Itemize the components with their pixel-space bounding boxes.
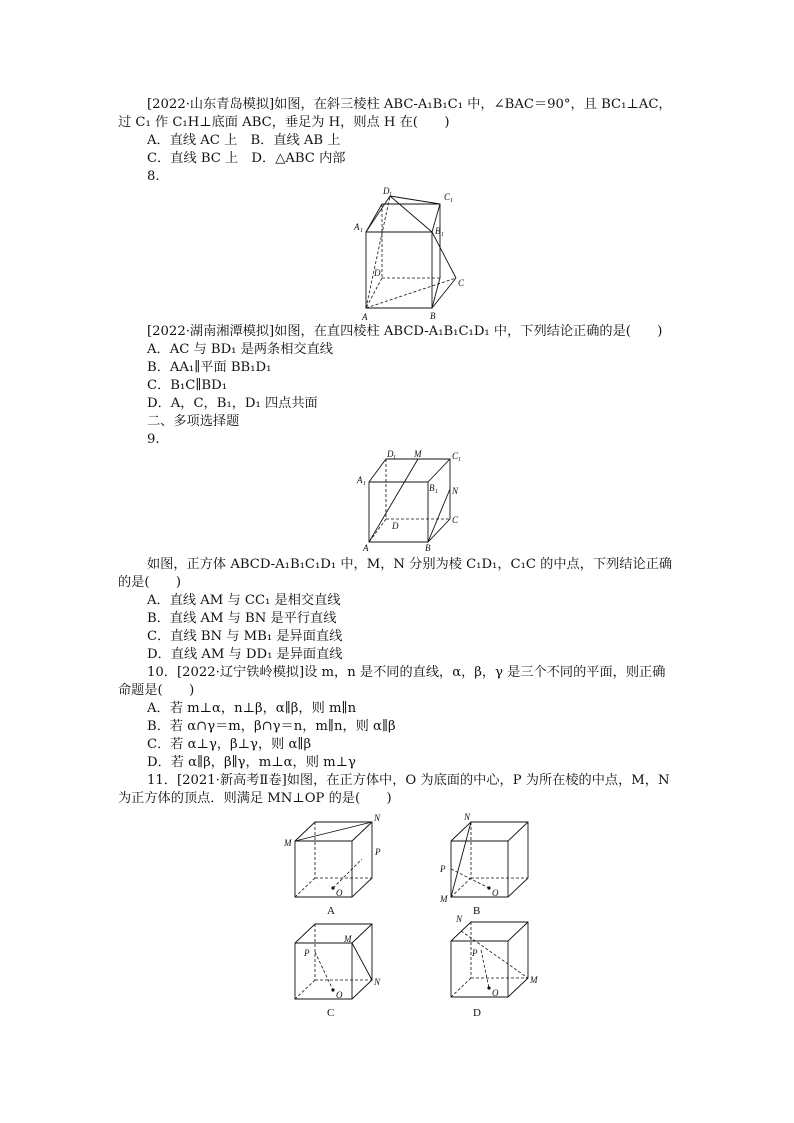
caption-c: C [327, 1007, 335, 1019]
q9-option-c: C．直线 BN 与 MB₁ 是异面直线 [147, 629, 343, 644]
label-D1: D [387, 449, 394, 459]
label-N: N [374, 977, 381, 987]
label-D: D [374, 268, 381, 278]
caption-b: B [473, 905, 481, 917]
label-A: A [363, 543, 369, 553]
q10-stem-line2: 命题是( ) [118, 683, 195, 698]
label-C1: C [452, 451, 459, 461]
label-O: O [336, 888, 343, 898]
label-M: M [344, 934, 352, 944]
q8-stem: [2022·湖南湘潭模拟]如图，在直四棱柱 ABCD-A₁B₁C₁D₁ 中，下列结论正确的是( ) [147, 324, 663, 339]
svg-text:1: 1 [435, 489, 438, 495]
label-P: P [440, 864, 446, 874]
q11-figure-c [282, 916, 392, 1020]
q11-stem-line2: 为正方体的顶点．则满足 MN⊥OP 的是( ) [118, 791, 392, 806]
svg-text:1: 1 [363, 481, 366, 487]
q10-option-d: D．若 α∥β，β∥γ，m⊥α，则 m⊥γ [147, 755, 356, 770]
label-A1: A [354, 222, 360, 232]
label-D1: D [383, 186, 390, 196]
label-P: P [472, 948, 478, 958]
svg-text:1: 1 [360, 228, 363, 234]
label-M: M [530, 975, 538, 985]
label-M: M [284, 838, 292, 848]
q7-stem-line1: [2022·山东青岛模拟]如图，在斜三棱柱 ABC-A₁B₁C₁ 中，∠BAC＝90°，且 BC₁⊥AC， [147, 97, 672, 112]
q8-solid-edges [366, 196, 456, 308]
label-P: P [304, 948, 310, 958]
caption-d: D [473, 1007, 481, 1019]
label-B1: B [429, 483, 435, 493]
q9-stem-line1: 如图，正方体 ABCD-A₁B₁C₁D₁ 中，M，N 分别为棱 C₁D₁，C₁C 的中点，下列结论正确 [147, 557, 673, 572]
label-O: O [336, 990, 343, 1000]
label-C1: C [444, 192, 451, 202]
section-multiple-choice: 二、多项选择题 [147, 414, 240, 429]
q11-figure-a [282, 812, 392, 920]
q7-options-ab: A．直线 AC 上 B．直线 AB 上 [147, 133, 341, 148]
q8-option-d: D．A，C，B₁，D₁ 四点共面 [147, 396, 318, 411]
q11-stem-line1: 11．[2021·新高考Ⅱ卷]如图，在正方体中，O 为底面的中心，P 为所在棱的中点，M，N [147, 773, 670, 788]
label-B: B [425, 543, 431, 553]
q11-figure-d [438, 912, 550, 1020]
label-P: P [375, 847, 381, 857]
label-A: A [362, 312, 368, 322]
label-O: O [492, 988, 499, 998]
svg-text:1: 1 [458, 457, 461, 463]
q9-solid-edges [369, 459, 450, 542]
label-C: C [458, 278, 465, 288]
label-D: D [392, 521, 399, 531]
label-B: B [430, 311, 436, 321]
q8-option-a: A．AC 与 BD₁ 是两条相交直线 [147, 342, 333, 357]
q10-stem-line1: 10．[2022·辽宁铁岭模拟]设 m，n 是不同的直线，α，β，γ 是三个不同的平面，则正确 [147, 665, 666, 680]
q9-cube-figure [355, 450, 470, 554]
label-N: N [456, 914, 463, 924]
label-C: C [452, 515, 459, 525]
svg-text:1: 1 [450, 198, 453, 204]
label-B1: B [435, 226, 441, 236]
caption-a: A [327, 905, 335, 917]
q7-stem-line2: 过 C₁ 作 C₁H⊥底面 ABC，垂足为 H，则点 H 在( ) [118, 115, 450, 130]
svg-text:1: 1 [441, 232, 444, 238]
q8-option-c: C．B₁C∥BD₁ [147, 378, 227, 393]
label-A1: A [357, 475, 363, 485]
q8-number: 8. [147, 169, 160, 184]
svg-text:1: 1 [389, 192, 392, 198]
label-O: O [492, 888, 499, 898]
label-M: M [440, 894, 448, 904]
label-N: N [374, 813, 381, 823]
q8-option-b: B．AA₁∥平面 BB₁D₁ [147, 360, 272, 375]
q10-option-c: C．若 α⊥γ，β⊥γ，则 α∥β [147, 737, 312, 752]
label-M: M [414, 449, 422, 459]
q11-figure-b [438, 812, 548, 920]
q9-number: 9. [147, 432, 160, 447]
q9-option-d: D．直线 AM 与 DD₁ 是异面直线 [147, 647, 343, 662]
q9-option-b: B．直线 AM 与 BN 是平行直线 [147, 611, 337, 626]
q9-stem-line2: 的是( ) [118, 575, 182, 590]
label-N: N [464, 812, 471, 822]
label-N: N [452, 486, 459, 496]
q9-option-a: A．直线 AM 与 CC₁ 是相交直线 [147, 593, 341, 608]
q8-prism-figure [350, 186, 470, 322]
q10-option-b: B．若 α∩γ＝m，β∩γ＝n，m∥n，则 α∥β [147, 719, 396, 734]
svg-text:1: 1 [393, 455, 396, 461]
q10-option-a: A．若 m⊥α，n⊥β，α∥β，则 m∥n [147, 701, 357, 716]
q7-options-cd: C．直线 BC 上 D．△ABC 内部 [147, 151, 346, 166]
